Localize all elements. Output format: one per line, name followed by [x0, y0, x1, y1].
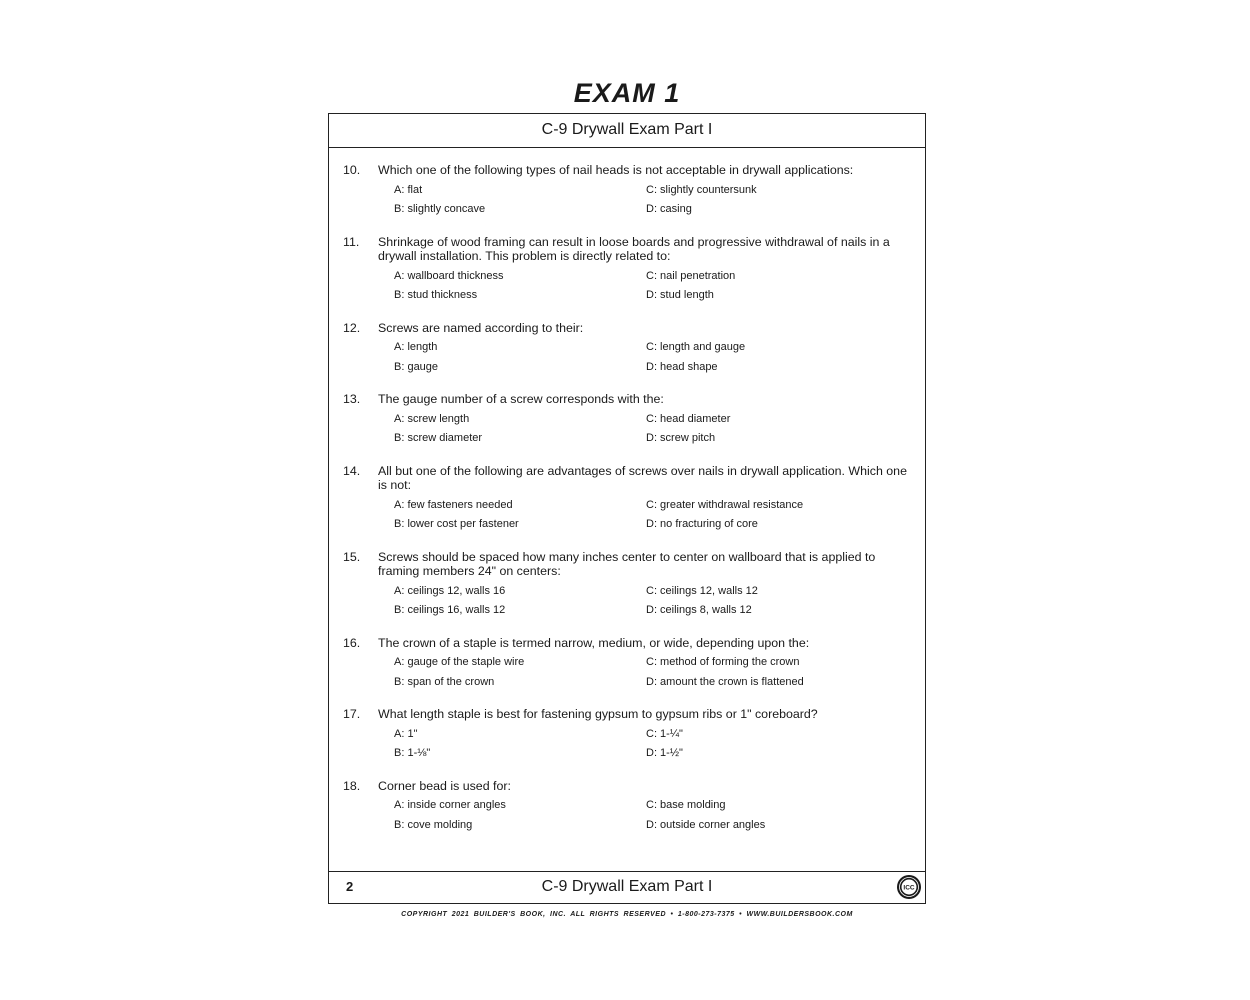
option-c: C: base molding [646, 799, 726, 811]
question-text: Which one of the following types of nail heads is not acceptable in drywall applications: [378, 163, 854, 177]
option-c: C: slightly countersunk [646, 183, 757, 196]
question-number: 10. [343, 163, 361, 177]
question-text: The gauge number of a screw corresponds with the: [378, 392, 664, 406]
question-text: Screws should be spaced how many inches center to center on wallboard that is applied to framing members 24" on centers: [378, 549, 876, 578]
option-d: D: head shape [646, 360, 718, 373]
option-d: D: amount the crown is flattened [646, 675, 804, 688]
option-a: A: screw length [394, 412, 470, 425]
option-c: C: length and gauge [646, 341, 746, 353]
page-number: 2 [346, 879, 354, 894]
option-c: C: greater withdrawal resistance [646, 498, 804, 511]
option-a: A: few fasteners needed [394, 498, 513, 511]
option-d: D: 1-½" [646, 747, 683, 759]
option-d: D: screw pitch [646, 432, 716, 444]
header-title: C-9 Drywall Exam Part I [329, 114, 925, 148]
question-number: 17. [343, 707, 361, 721]
option-b: B: span of the crown [394, 675, 495, 688]
question-text: Corner bead is used for: [378, 778, 511, 793]
question-number: 16. [343, 635, 361, 650]
exam-title: EXAM 1 [573, 78, 681, 108]
question-14 [343, 464, 913, 532]
option-a: A: flat [394, 183, 423, 196]
option-a: A: 1" [394, 727, 418, 740]
question-16 [343, 636, 913, 690]
option-c: C: method of forming the crown [646, 656, 800, 668]
question-12 [343, 321, 913, 375]
copyright-line: COPYRIGHT 2021 BUILDER'S BOOK, INC. ALL RIGHTS RESERVED • 1-800-273-7375 • WWW.BUILDERSBOOK.COM [401, 911, 853, 918]
option-a: A: gauge of the staple wire [394, 656, 525, 668]
question-text: Shrinkage of wood framing can result in loose boards and progressive withdrawal of nails in a drywall installation. This problem is directly related to: [378, 234, 890, 263]
question-11 [343, 235, 913, 303]
question-text: Screws are named according to their: [378, 320, 584, 335]
question-text: What length staple is best for fastening gypsum to gypsum ribs or 1" coreboard? [378, 707, 818, 721]
question-text: The crown of a staple is termed narrow, medium, or wide, depending upon the: [378, 635, 810, 650]
question-number: 14. [343, 463, 361, 478]
option-b: B: cove molding [394, 818, 473, 831]
option-b: B: lower cost per fastener [394, 518, 519, 530]
option-c: C: head diameter [646, 412, 731, 425]
icc-seal-icon [896, 874, 922, 900]
option-b: B: 1-⅛" [394, 747, 431, 759]
question-number: 12. [343, 320, 361, 335]
option-b: B: ceilings 16, walls 12 [394, 604, 506, 616]
option-a: A: inside corner angles [394, 799, 506, 811]
footer-title: C-9 Drywall Exam Part I [541, 878, 713, 895]
question-18 [343, 779, 913, 833]
option-d: D: casing [646, 203, 692, 215]
option-b: B: screw diameter [394, 432, 483, 444]
option-d: D: ceilings 8, walls 12 [646, 604, 752, 616]
seal-text: ICC [903, 884, 915, 892]
question-number: 11. [343, 234, 360, 249]
option-b: B: gauge [394, 360, 439, 373]
exam-page-frame [328, 113, 926, 904]
option-c: C: nail penetration [646, 269, 736, 282]
option-c: C: 1-¼" [646, 727, 683, 740]
option-d: D: outside corner angles [646, 818, 766, 831]
question-10 [343, 163, 913, 217]
option-b: B: slightly concave [394, 203, 486, 215]
footer-bar [329, 871, 925, 903]
option-b: B: stud thickness [394, 289, 478, 301]
option-d: D: no fracturing of core [646, 518, 758, 530]
question-17 [343, 707, 913, 761]
option-a: A: length [394, 341, 438, 353]
option-d: D: stud length [646, 289, 714, 301]
option-a: A: ceilings 12, walls 16 [394, 584, 506, 597]
question-number: 13. [343, 392, 361, 406]
option-a: A: wallboard thickness [394, 269, 504, 282]
question-15 [343, 550, 913, 618]
option-c: C: ceilings 12, walls 12 [646, 584, 758, 597]
question-text: All but one of the following are advantages of screws over nails in drywall application. Which one is not: [378, 463, 907, 492]
question-number: 15. [343, 549, 361, 564]
question-13 [343, 392, 913, 446]
question-number: 18. [343, 778, 361, 793]
question-list [343, 163, 913, 850]
